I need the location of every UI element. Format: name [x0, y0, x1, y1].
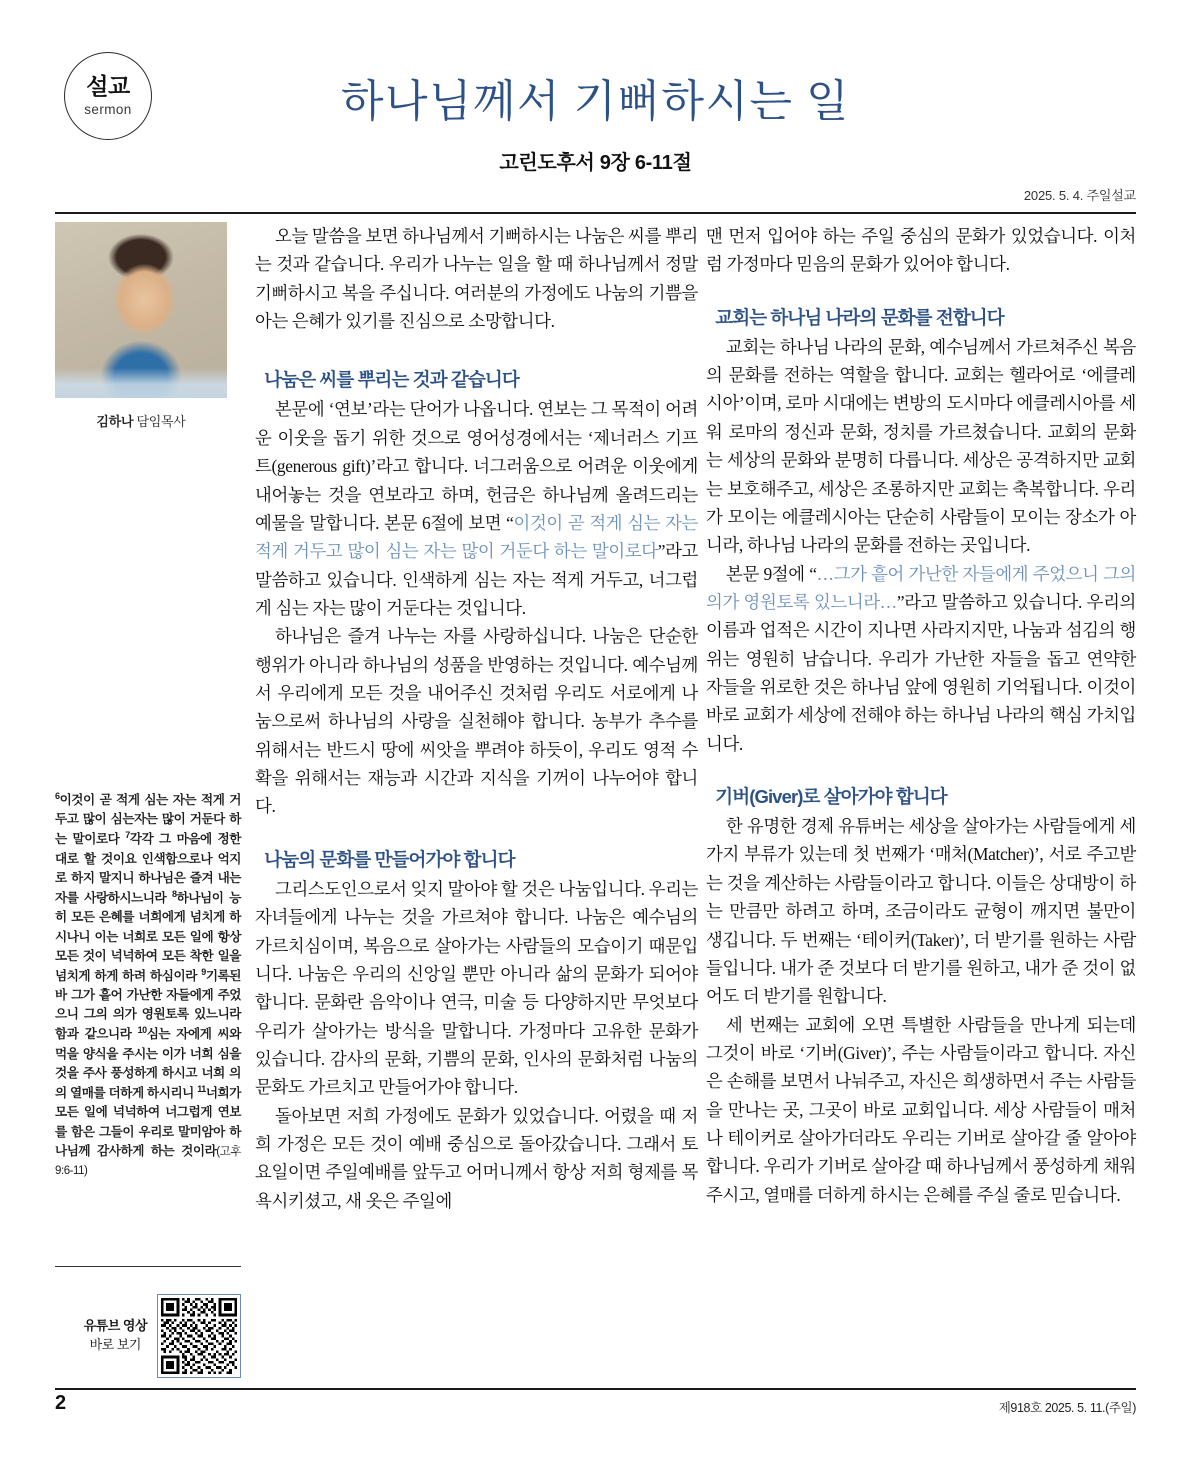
qr-code-icon	[161, 1298, 237, 1374]
s3-p2-quote: …그가 흩어 가난한 자들에게 주었으니 그의 의가 영원토록 있느니라…	[706, 563, 1137, 612]
s1-p1-before: 본문에 ‘연보’라는 단어가 나옵니다. 연보는 그 목적이 어려운 이웃을 돕기 위한 것으로 영어성경에서는 ‘제너러스 기프트(generous gift)’라고 합니다. 너그러움으로 어려운 이웃에게 내어놓는 것을 연보라고 하며, 헌금은 하나님께 올려드리는 예물을 말합니다. 본문 6절에 보면 “	[255, 399, 698, 533]
section-heading-3: 교회는 하나님 나라의 문화를 전합니다	[715, 306, 1004, 328]
sidebar-divider	[55, 1266, 241, 1267]
section-heading-4: 기버(Giver)로 살아가야 합니다	[715, 786, 947, 808]
paragraph-s1-p1	[255, 395, 698, 622]
pastor-name: 김하나	[96, 414, 134, 429]
s1-p1-quote: 이것이 곧 적게 심는 자는 적게 거두고 많이 심는 자는 많이 거둔다 하는 말이로다	[255, 512, 698, 562]
footer-divider	[55, 1388, 1136, 1390]
verse-text-8: 하나님이 능히 모든 은혜를 너희에게 넘치게 하시나니 이는 너희로 모든 일에 항상 모든 것이 넉넉하여 모든 착한 일을 넘치게 하게 하려 하심이라	[55, 891, 241, 984]
paragraph-s3-p2	[706, 560, 1136, 759]
scripture-reference: 고린도후서 9장 6-11절	[499, 152, 692, 175]
title-block	[0, 78, 1191, 175]
s1-p1-after: ”라고 말씀하고 있습니다. 인색하게 심는 자는 적게 거두고, 너그럽게 심는 자는 많이 거둔다는 것입니다.	[255, 541, 698, 618]
masthead	[0, 0, 1191, 212]
verse-text-10: 심는 자에게 씨와 먹을 양식을 주시는 이가 너희 심을 것을 주사 풍성하게 하시고 너희 의의 열매를 더하게 하시리니	[55, 1027, 241, 1101]
paragraph-s2-p2-continued: 맨 먼저 입어야 하는 주일 중심의 문화가 있었습니다. 이처럼 가정마다 믿음의 문화가 있어야 합니다.	[706, 226, 1136, 275]
page-footer	[55, 1392, 1136, 1416]
verse-num-9: 9	[201, 966, 206, 977]
page-number: 2	[55, 1392, 67, 1414]
paragraph-s4-p1: 한 유명한 경제 유튜버는 세상을 살아가는 사람들에게 세 가지 부류가 있는데 첫 번째가 ‘매처(Matcher)’, 서로 주고받는 것을 계산하는 사람들이라고 합니다. 이들은 상대방이 하는 만큼만 하려고 하며, 조금이라도 균형이 깨지면 불만이 생깁니다. 두 번째는 ‘테이커(Taker)’, 더 받기를 원하는 사람들입니다. 내가 준 것보다 더 받기를 원하고, 내가 준 것이 없어도 더 받기를 원합니다.	[706, 816, 1136, 1007]
scripture-passage	[55, 790, 241, 1181]
article-column-right	[706, 222, 1136, 1209]
section-heading-1: 나눔은 씨를 뿌리는 것과 같습니다	[264, 369, 519, 391]
sidebar-column	[55, 222, 241, 1352]
sermon-badge-label-en: sermon	[84, 102, 132, 118]
pastor-caption	[55, 411, 227, 430]
verse-citation: (고후 9:6-11)	[55, 1145, 241, 1178]
issue-info: 제918호 2025. 5. 11.(주일)	[998, 1401, 1136, 1415]
sermon-badge-label-kr: 설교	[86, 73, 130, 100]
verse-text-9: 기록된바 그가 흩어 가난한 자들에게 주었으니 그의 의가 영원토록 있느니라 함과 같으니라	[55, 969, 241, 1042]
verse-num-8: 8	[172, 889, 177, 900]
verse-text-7: 각각 그 마음에 정한 대로 할 것이요 인색함으로나 억지로 하지 말지니 하나님은 즐겨 내는 자를 사랑하시느니라	[55, 832, 241, 906]
qr-code[interactable]	[157, 1294, 241, 1378]
section-heading-2: 나눔의 문화를 만들어가야 합니다	[264, 848, 515, 870]
youtube-qr-label-line2: 바로 보기	[89, 1337, 141, 1352]
youtube-qr-block[interactable]	[55, 1290, 241, 1382]
paragraph-s4-p2: 세 번째는 교회에 오면 특별한 사람들을 만나게 되는데 그것이 바로 ‘기버(Giver)’, 주는 사람들이라고 합니다. 자신은 손해를 보면서 나눠주고, 자신은 희생하면서 주는 사람들을 만나는 곳, 그곳이 바로 교회입니다. 세상 사람들이 매처나 테이커로 살아가더라도 우리는 기버로 살아갈 줄 알아야 합니다. 우리가 기버로 살아갈 때 하나님께서 풍성하게 채워주시고, 열매를 더하게 하시는 은혜를 주실 줄로 믿습니다.	[706, 1014, 1136, 1205]
paragraph-s2-p1: 그리스도인으로서 잊지 말아야 할 것은 나눔입니다. 우리는 자녀들에게 나누는 것을 가르쳐야 합니다. 나눔은 예수님의 가르치심이며, 복음으로 살아가는 사람들의 모습이기 때문입니다. 나눔은 우리의 신앙일 뿐만 아니라 삶의 문화가 되어야 합니다. 문화란 음악이나 연극, 미술 등 다양하지만 무엇보다 우리가 살아가는 방식을 말합니다. 가정마다 고유한 문화가 있습니다. 감사의 문화, 기쁨의 문화, 인사의 문화처럼 나눔의 문화도 가르치고 만들어가야 합니다.	[255, 878, 698, 1098]
sermon-date: 2025. 5. 4. 주일설교	[1023, 188, 1136, 203]
verse-text-6: 이것이 곧 적게 심는 자는 적게 거두고 많이 심는자는 많이 거둔다 하는 말이로다	[55, 793, 241, 847]
paragraph-s2-p2: 돌아보면 저희 가정에도 문화가 있었습니다. 어렸을 때 저희 가정은 모든 것이 예배 중심으로 돌아갔습니다. 그래서 토요일이면 주일예배를 앞두고 어머니께서 항상 저희 형제를 목욕시키셨고, 새 옷은 주일에	[255, 1105, 698, 1211]
verse-text-11: 너희가 모든 일에 넉넉하여 너그럽게 연보를 함은 그들이 우리로 말미암아 하나님께 감사하게 하는 것이라	[55, 1086, 241, 1158]
paragraph-s1-p2: 하나님은 즐겨 나누는 자를 사랑하십니다. 나눔은 단순한 행위가 아니라 하나님의 성품을 반영하는 것입니다. 예수님께서 우리에게 모든 것을 내어주신 것처럼 우리도 서로에게 나눔으로써 하나님의 사랑을 실천해야 합니다. 농부가 추수를 위해서는 반드시 땅에 씨앗을 뿌려야 하듯이, 우리도 영적 수확을 위해서는 재능과 시간과 지식을 기꺼이 나누어야 합니다.	[255, 626, 698, 817]
s3-p2-before: 본문 9절에 “	[726, 563, 817, 584]
article-column-middle	[255, 222, 698, 1215]
paragraph-intro: 오늘 말씀을 보면 하나님께서 기뻐하시는 나눔은 씨를 뿌리는 것과 같습니다. 우리가 나누는 일을 할 때 하나님께서 정말 기뻐하시고 복을 주십니다. 여러분의 가정에도 나눔의 기쁨을 아는 은혜가 있기를 진심으로 소망합니다.	[255, 226, 698, 332]
header-divider	[55, 212, 1136, 214]
pastor-photo	[55, 222, 227, 398]
pastor-role: 담임목사	[133, 414, 186, 429]
paragraph-s3-p1: 교회는 하나님 나라의 문화, 예수님께서 가르쳐주신 복음의 문화를 전하는 역할을 합니다. 교회는 헬라어로 ‘에클레시아’이며, 로마 시대에는 변방의 도시마다 에클레시아를 세워 로마의 정신과 문화, 정치를 가르쳤습니다. 교회의 문화는 세상의 문화와 분명히 다릅니다. 세상은 공격하지만 교회는 보호해주고, 세상은 조롱하지만 교회는 축복합니다. 우리가 모이는 에클레시아는 단순히 사람들이 모이는 장소가 아니라, 하나님 나라의 문화를 전하는 곳입니다.	[706, 336, 1136, 556]
verse-num-6: 6	[55, 791, 60, 801]
verse-num-11: 11	[197, 1084, 206, 1095]
page-title: 하나님께서 기뻐하시는 일	[340, 77, 851, 126]
content-area	[55, 222, 1136, 1377]
s3-p2-after: ”라고 말씀하고 있습니다. 우리의 이름과 업적은 시간이 지나면 사라지지만, 나눔과 섬김의 행위는 영원히 남습니다. 우리가 가난한 자들을 돕고 연약한 자들을 위로한 것은 하나님 앞에 영원히 기억됩니다. 이것이 바로 교회가 세상에 전해야 하는 하나님 나라의 핵심 가치입니다.	[706, 591, 1137, 754]
youtube-qr-label	[84, 1317, 147, 1355]
verse-num-10: 10	[137, 1025, 147, 1036]
youtube-qr-label-line1: 유튜브 영상	[83, 1318, 147, 1334]
verse-num-7: 7	[125, 830, 130, 841]
